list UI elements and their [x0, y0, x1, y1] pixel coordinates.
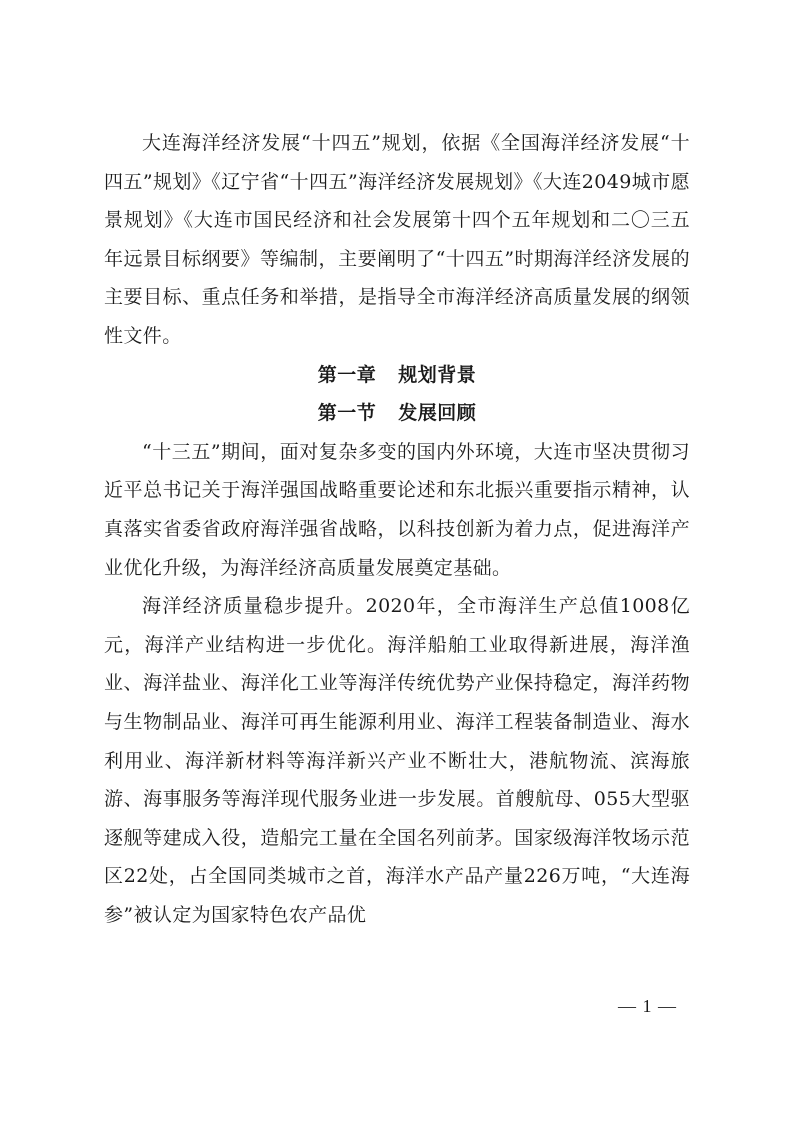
- document-body: [104, 124, 690, 934]
- section-heading: [104, 394, 690, 433]
- chapter-number: 第一章: [317, 363, 377, 386]
- intro-paragraph: 大连海洋经济发展“十四五”规划，依据《全国海洋经济发展“十四五”规划》《辽宁省“十四五”海洋经济发展规划》《大连2049城市愿景规划》《大连市国民经济和社会发展第十四个五年规划和二〇三五年远景目标纲要》等编制，主要阐明了“十四五”时期海洋经济发展的主要目标、重点任务和举措，是指导全市海洋经济高质量发展的纲领性文件。: [104, 132, 690, 347]
- marine-economy-paragraph: 海洋经济质量稳步提升。2020年，全市海洋生产总值1008亿元，海洋产业结构进一步优化。海洋船舶工业取得新进展，海洋渔业、海洋盐业、海洋化工业等海洋传统优势产业保持稳定，海洋药物与生物制品业、海洋可再生能源利用业、海洋工程装备制造业、海水利用业、海洋新材料等海洋新兴产业不断壮大，港航物流、滨海旅游、海事服务等海洋现代服务业进一步发展。首艘航母、055大型驱逐舰等建成入役，造船完工量在全国名列前茅。国家级海洋牧场示范区22处，占全国同类城市之首，海洋水产品产量226万吨，“大连海参”被认定为国家特色农产品优: [104, 595, 690, 926]
- chapter-title: 规划背景: [398, 363, 477, 386]
- section-number: 第一节: [317, 402, 377, 425]
- section-title: 发展回顾: [398, 402, 477, 425]
- review-paragraph: “十三五”期间，面对复杂多变的国内外环境，大连市坚决贯彻习近平总书记关于海洋强国战略重要论述和东北振兴重要指示精神，认真落实省委省政府海洋强省战略，以科技创新为着力点，促进海洋产业优化升级，为海洋经济高质量发展奠定基础。: [104, 440, 690, 579]
- chapter-heading: [104, 356, 690, 395]
- page-number: — 1 —: [618, 996, 677, 1016]
